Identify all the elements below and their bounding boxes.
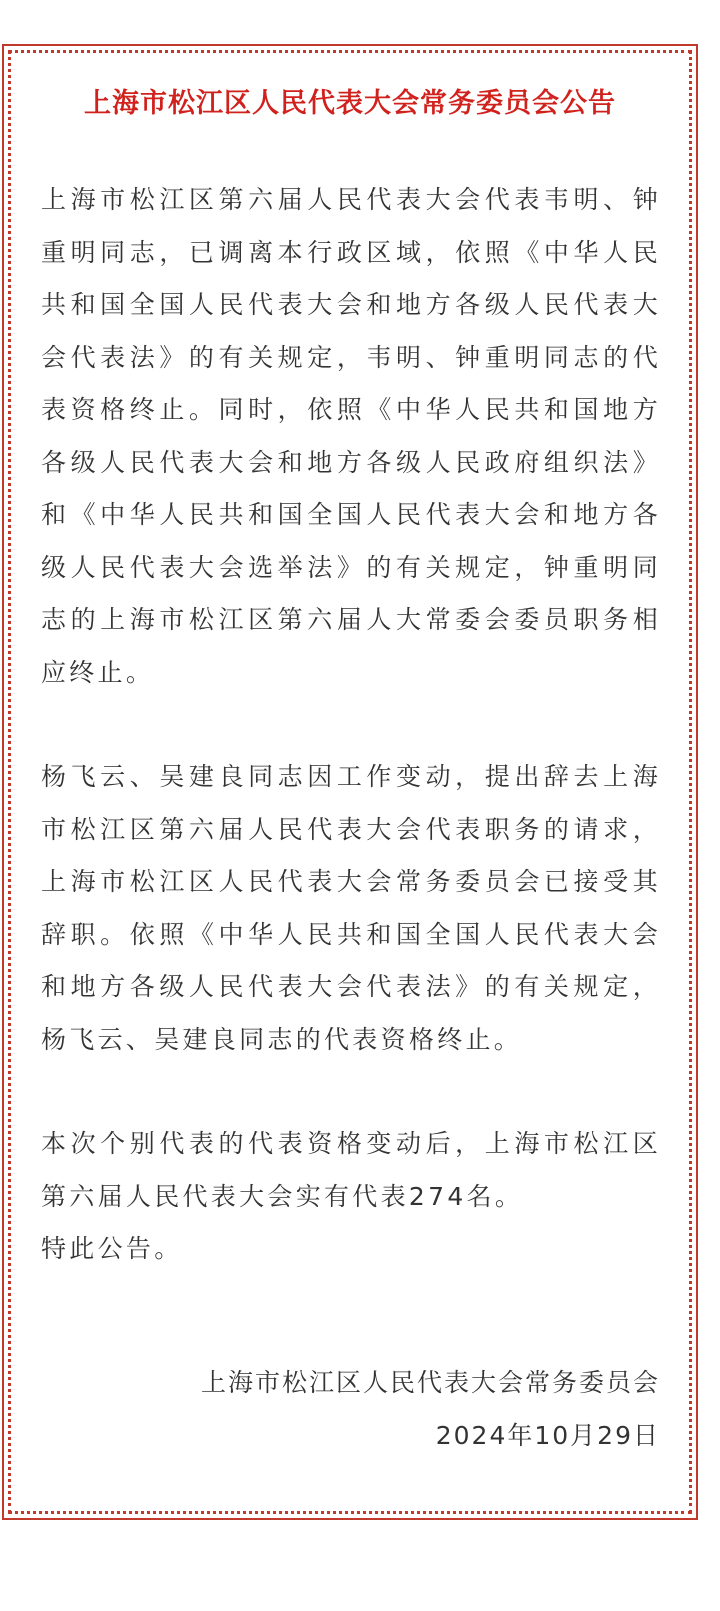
issue-date: 2024年10月29日 [435, 1420, 660, 1450]
paragraph-representative-termination: 上海市松江区第六届人民代表大会代表韦明、钟重明同志，已调离本行政区域，依照《中华人民共和国全国人民代表大会和地方各级人民代表大会代表法》的有关规定，韦明、钟重明同志的代表资格终止。同时，依照《中华人民共和国地方各级人民代表大会和地方各级人民政府组织法》和《中华人民共和国全国人民代表大会和地方各级人民代表大会选举法》的有关规定，钟重明同志的上海市松江区第六届人大常委会委员职务相应终止。 [41, 185, 661, 687]
notice-closing: 特此公告。 [41, 1234, 183, 1263]
notice-title: 上海市松江区人民代表大会常务委员会公告 [84, 88, 616, 119]
issuer-name: 上海市松江区人民代表大会常务委员会 [200, 1368, 660, 1397]
paragraph-representative-count: 本次个别代表的代表资格变动后，上海市松江区第六届人民代表大会实有代表274名。 [41, 1129, 661, 1211]
notice-body [41, 174, 661, 1276]
paragraph-resignation: 杨飞云、吴建良同志因工作变动，提出辞去上海市松江区第六届人民代表大会代表职务的请求，上海市松江区人民代表大会常务委员会已接受其辞职。依照《中华人民共和国全国人民代表大会和地方各级人民代表大会代表法》的有关规定，杨飞云、吴建良同志的代表资格终止。 [41, 762, 661, 1054]
notice-signature [201, 1357, 660, 1462]
